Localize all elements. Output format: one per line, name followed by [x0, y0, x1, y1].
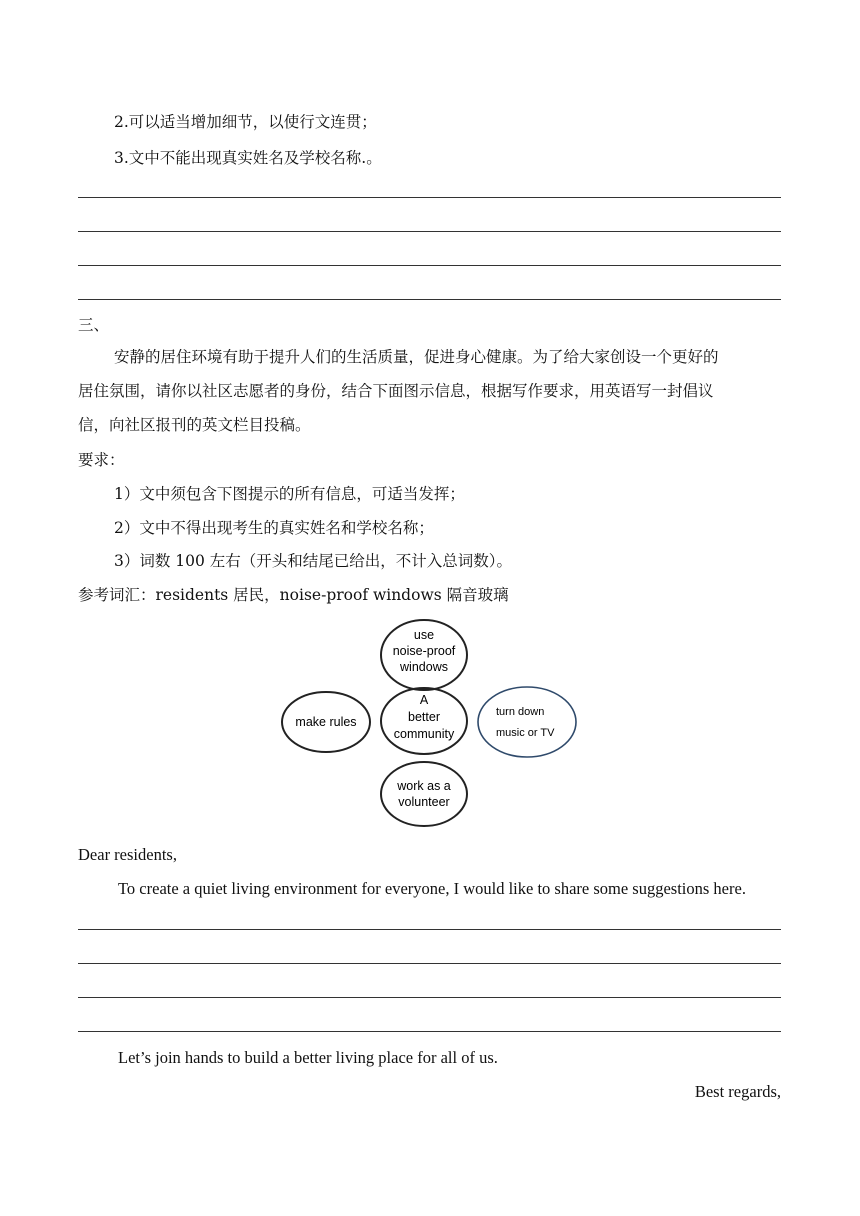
writing-line [78, 963, 781, 964]
writing-line [78, 231, 781, 232]
reference-vocabulary: 参考词汇：residents 居民，noise-proof windows 隔音玻璃 [78, 586, 509, 604]
requirement-item: 3）词数 100 左右（开头和结尾已给出，不计入总词数）。 [114, 552, 513, 570]
node-bottom-text: volunteer [398, 795, 450, 809]
node-left-text: make rules [295, 715, 357, 729]
requirement-3: 3.文中不能出现真实姓名及学校名称.。 [114, 149, 382, 167]
prompt-line-3: 信，向社区报刊的英文栏目投稿。 [78, 416, 311, 434]
writing-line [78, 1031, 781, 1032]
node-bottom-text: work as a [397, 779, 451, 793]
node-bottom [381, 762, 467, 826]
node-top-text: noise-proof [392, 644, 456, 658]
writing-line [78, 197, 781, 198]
letter-salutation: Dear residents, [78, 845, 177, 864]
requirement-item: 1）文中须包含下图提示的所有信息，可适当发挥； [114, 485, 465, 503]
node-center-text: A [419, 693, 429, 707]
node-top-text: windows [400, 660, 448, 674]
writing-line [78, 997, 781, 998]
letter-closing-line: Let’s join hands to build a better living place for all of us. [118, 1048, 498, 1067]
node-right-text: turn down [496, 706, 545, 718]
prompt-line-2: 居住氛围，请你以社区志愿者的身份，结合下面图示信息，根据写作要求，用英语写一封倡议 [78, 382, 714, 400]
letter-opening: To create a quiet living environment for everyone, I would like to share some suggestions here. [118, 879, 746, 898]
section-heading: 三、 [78, 316, 110, 334]
node-right [478, 687, 576, 757]
requirements-label: 要求： [78, 451, 125, 469]
prompt-line-1: 安静的居住环境有助于提升人们的生活质量，促进身心健康。为了给大家创设一个更好的 [114, 348, 719, 366]
requirement-2: 2.可以适当增加细节，以使行文连贯； [114, 113, 377, 131]
letter-signoff: Best regards, [694, 1082, 781, 1101]
node-center-text: better [408, 710, 440, 724]
writing-line [78, 299, 781, 300]
writing-line [78, 929, 781, 930]
requirement-item: 2）文中不得出现考生的真实姓名和学校名称； [114, 519, 434, 537]
node-right-text: music or TV [496, 727, 555, 739]
mind-map-diagram [270, 612, 590, 832]
writing-line [78, 265, 781, 266]
node-center-text: community [393, 727, 455, 741]
node-top-text: use [413, 628, 435, 642]
